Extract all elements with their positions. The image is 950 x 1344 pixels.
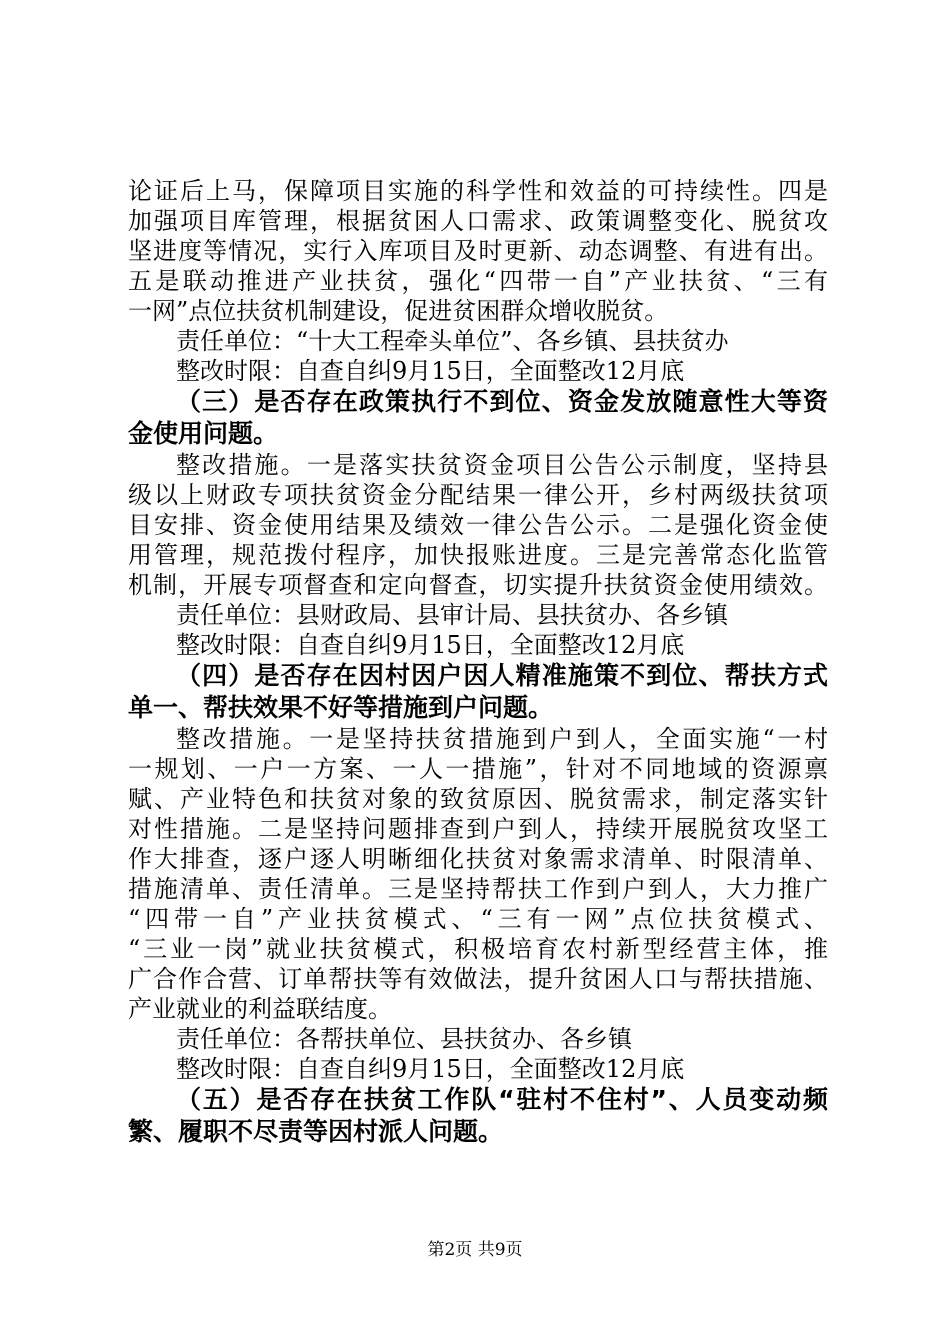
- paragraph-line: 论证后上马，保障项目实施的科学性和效益的可持续性。四是: [128, 177, 828, 205]
- responsible-unit-line: 责任单位：县财政局、县审计局、县扶贫办、各乡镇: [176, 601, 728, 629]
- paragraph-line: 作大排查，逐户逐人明晰细化扶贫对象需求清单、时限清单、: [128, 845, 828, 873]
- paragraph-line: 五是联动推进产业扶贫，强化“四带一自”产业扶贫、“三有: [128, 267, 828, 295]
- paragraph-line: 广合作合营、订单帮扶等有效做法，提升贫困人口与帮扶措施、: [128, 965, 828, 993]
- paragraph-line: 赋、产业特色和扶贫对象的致贫原因、脱贫需求，制定落实针: [128, 785, 828, 813]
- section-heading-cont: 金使用问题。: [128, 419, 279, 448]
- section-heading-cont: 单一、帮扶效果不好等措施到户问题。: [128, 693, 554, 722]
- paragraph-line: 坚进度等情况，实行入库项目及时更新、动态调整、有进有出。: [128, 237, 828, 265]
- deadline-line: 整改时限：自查自纠9月15日，全面整改12月底: [176, 1055, 685, 1083]
- responsible-unit-line: 责任单位：“十大工程牵头单位”、各乡镇、县扶贫办: [176, 327, 729, 355]
- section-heading: （三）是否存在政策执行不到位、资金发放随意性大等资: [176, 387, 828, 416]
- paragraph-line: 用管理，规范拨付程序，加快报账进度。三是完善常态化监管: [128, 541, 828, 569]
- paragraph-line: 整改措施。一是落实扶贫资金项目公告公示制度，坚持县: [176, 451, 828, 479]
- paragraph-line: 措施清单、责任清单。三是坚持帮扶工作到户到人，大力推广: [128, 875, 828, 903]
- section-heading: （五）是否存在扶贫工作队“驻村不住村”、人员变动频: [176, 1085, 828, 1114]
- paragraph-line: “三业一岗”就业扶贫模式，积极培育农村新型经营主体，推: [128, 935, 828, 963]
- deadline-line: 整改时限：自查自纠9月15日，全面整改12月底: [176, 631, 685, 659]
- page-number-footer: 第2页 共9页: [427, 1240, 523, 1260]
- paragraph-line: “四带一自”产业扶贫模式、“三有一网”点位扶贫模式、: [128, 905, 828, 933]
- document-body: [128, 176, 828, 1148]
- section-heading: （四）是否存在因村因户因人精准施策不到位、帮扶方式: [176, 661, 828, 690]
- paragraph-line: 整改措施。一是坚持扶贫措施到户到人，全面实施“一村: [176, 725, 828, 753]
- section-heading-cont: 繁、履职不尽责等因村派人问题。: [128, 1117, 504, 1146]
- paragraph-line: 对性措施。二是坚持问题排查到户到人，持续开展脱贫攻坚工: [128, 815, 828, 843]
- paragraph-line: 一规划、一户一方案、一人一措施”，针对不同地域的资源禀: [128, 755, 828, 783]
- deadline-line: 整改时限：自查自纠9月15日，全面整改12月底: [176, 357, 685, 385]
- paragraph-line: 加强项目库管理，根据贫困人口需求、政策调整变化、脱贫攻: [128, 207, 828, 235]
- paragraph-line: 机制，开展专项督查和定向督查，切实提升扶贫资金使用绩效。: [128, 571, 828, 599]
- paragraph-line: 一网”点位扶贫机制建设，促进贫困群众增收脱贫。: [128, 297, 669, 325]
- paragraph-line: 产业就业的利益联结度。: [128, 995, 392, 1023]
- paragraph-line: 目安排、资金使用结果及绩效一律公告公示。二是强化资金使: [128, 511, 828, 539]
- responsible-unit-line: 责任单位：各帮扶单位、县扶贫办、各乡镇: [176, 1025, 632, 1053]
- paragraph-line: 级以上财政专项扶贫资金分配结果一律公开，乡村两级扶贫项: [128, 481, 828, 509]
